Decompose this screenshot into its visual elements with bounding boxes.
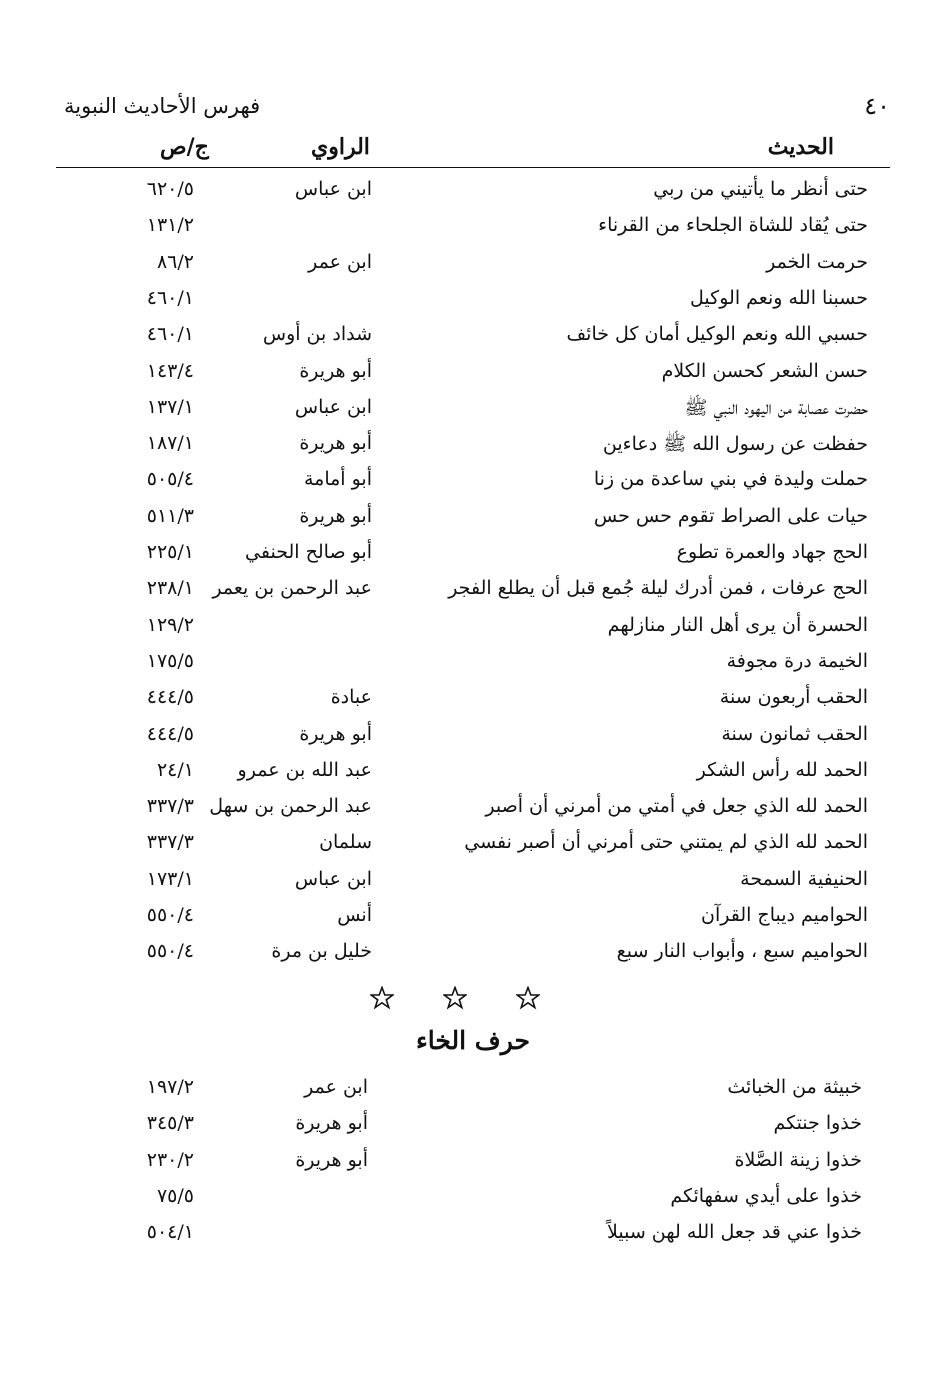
list-item — [0, 468, 946, 504]
list-item — [0, 287, 946, 323]
volume-page-ref: ٥٥٠/٤ — [146, 904, 194, 926]
list-item — [0, 650, 946, 686]
hadith-text: خذوا زينة الصَّلاة — [734, 1148, 862, 1171]
list-item — [0, 1149, 946, 1185]
running-head — [56, 92, 890, 128]
running-title: فهرس الأحاديث النبوية — [64, 94, 261, 118]
narrator-name: أبو صالح الحنفي — [245, 541, 372, 563]
column-header-narrator: الراوي — [311, 134, 370, 160]
list-item — [0, 178, 946, 214]
volume-page-ref: ١٣٧/١ — [146, 395, 194, 418]
hadith-text: خذوا عني قد جعل الله لهن سبيلاً — [607, 1221, 862, 1244]
hadith-text: الحمد لله رأس الشكر — [696, 758, 868, 781]
list-item — [0, 577, 946, 613]
hadith-text: الحواميم سبع ، وأبواب النار سبع — [616, 940, 868, 963]
volume-page-ref: ١٤٣/٤ — [146, 359, 194, 382]
section-divider — [370, 986, 540, 1016]
volume-page-ref: ٢٣٨/١ — [146, 577, 194, 600]
volume-page-ref: ١٨٧/١ — [146, 432, 194, 455]
list-item — [0, 1112, 946, 1148]
narrator-name: عبد الرحمن بن سهل — [209, 795, 372, 818]
hadith-text: الحنيفية السمحة — [740, 867, 868, 890]
narrator-name: أبو أمامة — [303, 468, 372, 491]
list-item — [0, 1185, 946, 1221]
hadith-text: حفظت عن رسول الله ﷺ دعاءين — [602, 433, 868, 456]
list-item — [0, 940, 946, 976]
list-item — [0, 614, 946, 650]
narrator-name: أنس — [337, 904, 372, 926]
volume-page-ref: ٣٣٧/٣ — [146, 831, 194, 854]
hadith-text: الحمد لله الذي جعل في أمتي من أمرني أن أصبر — [485, 795, 868, 818]
narrator-name: عبد الله بن عمرو — [237, 758, 372, 781]
hadith-text: حملت وليدة في بني ساعدة من زنا — [593, 468, 868, 491]
volume-page-ref: ١٧٥/٥ — [146, 649, 194, 672]
volume-page-ref: ١٧٣/١ — [146, 867, 194, 890]
narrator-name: عبد الرحمن بن يعمر — [212, 577, 372, 600]
header-rule — [56, 167, 890, 168]
narrator-name: أبو هريرة — [299, 722, 372, 745]
hadith-text: الخيمة درة مجوفة — [726, 649, 868, 672]
hadith-text: الحقب أربعون سنة — [719, 686, 868, 709]
hadith-text: الحج عرفات ، فمن أدرك ليلة جُمع قبل أن يطلع الفجر — [448, 577, 868, 600]
narrator-name: أبو هريرة — [299, 432, 372, 455]
list-item — [0, 251, 946, 287]
hadith-text: الحواميم ديباج القرآن — [701, 904, 868, 926]
list-item — [0, 214, 946, 250]
hadith-text: خذوا جنتكم — [773, 1112, 862, 1135]
hadith-text: خبيثة من الخبائث — [727, 1076, 862, 1098]
hadith-text: الحج جهاد والعمرة تطوع — [676, 541, 868, 563]
list-item — [0, 505, 946, 541]
hadith-text: الحقب ثمانون سنة — [721, 722, 868, 745]
list-item — [0, 396, 946, 432]
volume-page-ref: ٤٦٠/١ — [146, 323, 194, 346]
narrator-name: ابن عباس — [294, 178, 372, 200]
star-icon — [443, 986, 467, 1010]
volume-page-ref: ٣٤٥/٣ — [146, 1112, 194, 1135]
column-header-hadith: الحديث — [767, 134, 834, 160]
hadith-text: الحمد لله الذي لم يمتني حتى أمرني أن أصبر نفسي — [464, 831, 868, 854]
list-item — [0, 831, 946, 867]
volume-page-ref: ١٣١/٢ — [146, 214, 194, 237]
list-item — [0, 868, 946, 904]
list-item — [0, 360, 946, 396]
star-icon — [516, 986, 540, 1010]
hadith-text: حيات على الصراط تقوم حس حس — [593, 504, 868, 527]
list-item — [0, 723, 946, 759]
volume-page-ref: ٨٦/٢ — [156, 250, 194, 273]
volume-page-ref: ٤٤٤/٥ — [146, 686, 194, 709]
hadith-text: الحسرة أن يرى أهل النار منازلهم — [607, 613, 868, 636]
volume-page-ref: ١٩٧/٢ — [146, 1076, 194, 1098]
volume-page-ref: ٦٢٠/٥ — [146, 178, 194, 200]
volume-page-ref: ٤٤٤/٥ — [146, 722, 194, 745]
page-number: ٤٠ — [864, 92, 890, 120]
list-item — [0, 323, 946, 359]
narrator-name: عبادة — [330, 686, 372, 709]
list-item — [0, 432, 946, 468]
hadith-text: حضرت عصابة من اليهود النبي ﷺ — [684, 396, 868, 419]
narrator-name: ابن عمر — [308, 250, 372, 273]
volume-page-ref: ٢٣٠/٢ — [146, 1148, 194, 1171]
volume-page-ref: ٥١١/٣ — [146, 504, 194, 527]
hadith-text: حرمت الخمر — [766, 250, 868, 273]
hadith-text: حسن الشعر كحسن الكلام — [661, 359, 868, 382]
volume-page-ref: ٢٢٥/١ — [146, 541, 194, 563]
narrator-name: أبو هريرة — [295, 1112, 368, 1135]
list-item — [0, 904, 946, 940]
narrator-name: ابن عباس — [294, 867, 372, 890]
list-item — [0, 686, 946, 722]
section-title: حرف الخاء — [416, 1026, 530, 1055]
volume-page-ref: ٢٤/١ — [156, 758, 194, 781]
hadith-text: حتى أنظر ما يأتيني من ربي — [653, 178, 868, 200]
list-item — [0, 1076, 946, 1112]
narrator-name: شداد بن أوس — [262, 323, 372, 346]
list-item — [0, 759, 946, 795]
volume-page-ref: ٥٠٤/١ — [146, 1221, 194, 1244]
volume-page-ref: ٤٦٠/١ — [146, 286, 194, 309]
narrator-name: خليل بن مرة — [271, 940, 372, 963]
hadith-text: حتى يُقاد للشاة الجلحاء من القرناء — [598, 214, 868, 237]
column-header-ref: ج/ص — [160, 134, 209, 160]
narrator-name: أبو هريرة — [299, 359, 372, 382]
hadith-text: خذوا على أيدي سفهائكم — [670, 1184, 862, 1207]
narrator-name: ابن عمر — [304, 1076, 368, 1098]
volume-page-ref: ٣٣٧/٣ — [146, 795, 194, 818]
narrator-name: أبو هريرة — [295, 1148, 368, 1171]
column-headers — [56, 134, 890, 168]
volume-page-ref: ٥٥٠/٤ — [146, 940, 194, 963]
narrator-name: سلمان — [319, 831, 372, 854]
narrator-name: ابن عباس — [294, 395, 372, 418]
list-item — [0, 795, 946, 831]
volume-page-ref: ٥٠٥/٤ — [146, 468, 194, 491]
volume-page-ref: ٧٥/٥ — [156, 1184, 194, 1207]
narrator-name: أبو هريرة — [299, 504, 372, 527]
volume-page-ref: ١٢٩/٢ — [146, 613, 194, 636]
list-item — [0, 541, 946, 577]
list-item — [0, 1221, 946, 1257]
hadith-text: حسبي الله ونعم الوكيل أمان كل خائف — [566, 323, 868, 346]
star-icon — [370, 986, 394, 1010]
hadith-text: حسبنا الله ونعم الوكيل — [690, 286, 868, 309]
